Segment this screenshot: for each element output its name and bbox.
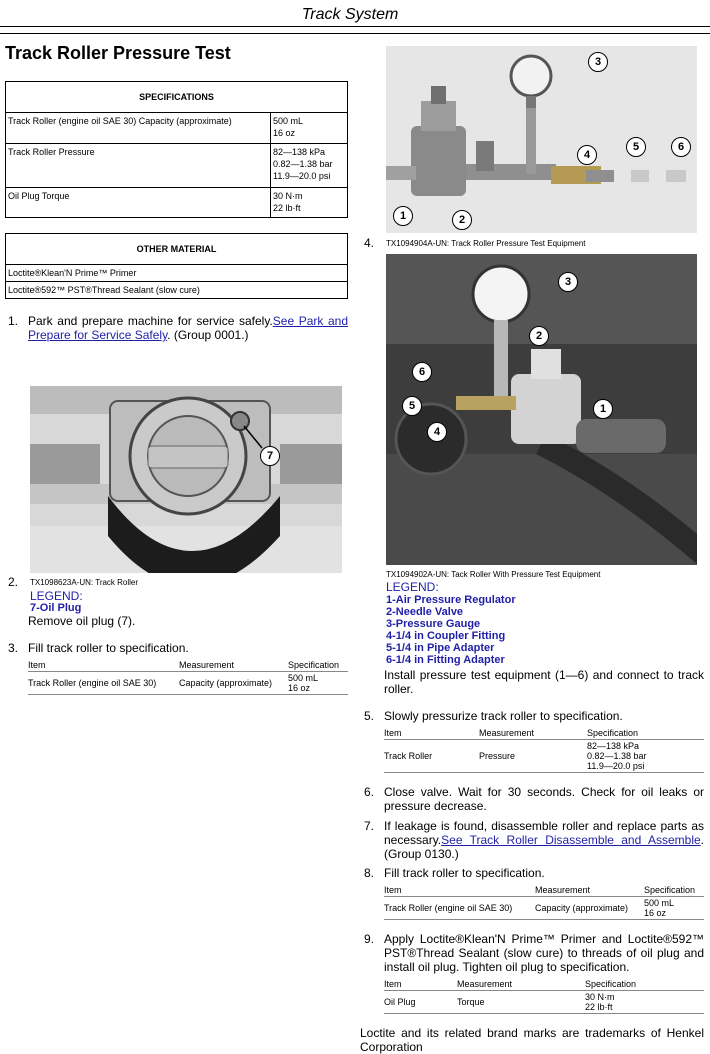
spec-table-step-8: Item Measurement Specification Track Roller (engine oil SAE 30) Capacity (approximate) 500 mL 16 oz bbox=[384, 885, 704, 920]
spec-item: Oil Plug Torque bbox=[6, 188, 271, 218]
park-prepare-link[interactable]: See Park and Prepare for Service Safely bbox=[28, 314, 348, 342]
step-9: 9. Apply Loctite®Klean'N Prime™ Primer and Loctite®592™ PST®Thread Sealant (slow cure) to threads of oil plug and install oil plug. Tighten oil plug to specification. bbox=[364, 932, 704, 974]
spec-value: 500 mL 16 oz bbox=[271, 113, 348, 144]
step-8: 8. Fill track roller to specification. bbox=[364, 866, 545, 880]
figure-caption: TX1094902A-UN: Tack Roller With Pressure Test Equipment bbox=[386, 570, 601, 579]
disassemble-assemble-link[interactable]: See Track Roller Disassemble and Assemble bbox=[441, 833, 701, 847]
spec-value: 30 N·m 22 lb·ft bbox=[271, 188, 348, 218]
header-rule-2 bbox=[0, 33, 710, 34]
step-3: 3. Fill track roller to specification. bbox=[8, 641, 189, 655]
roller-with-equipment-image bbox=[386, 254, 697, 565]
callout-6: 6 bbox=[412, 362, 432, 382]
step-7: 7. If leakage is found, disassemble roller and replace parts as necessary.See Track Roller Disassemble and Assemble. (Group 0130.) bbox=[364, 819, 704, 861]
callout-1: 1 bbox=[593, 399, 613, 419]
trademark-note: Loctite and its related brand marks are trademarks of Henkel Corporation bbox=[360, 1026, 704, 1054]
callout-1: 1 bbox=[393, 206, 413, 226]
callout-4: 4 bbox=[427, 422, 447, 442]
callout-4: 4 bbox=[577, 145, 597, 165]
specifications-table bbox=[5, 81, 348, 218]
callout-5: 5 bbox=[402, 396, 422, 416]
legend-item: 7-Oil Plug bbox=[30, 602, 82, 614]
material-item: Loctite®592™ PST®Thread Sealant (slow cure) bbox=[6, 282, 348, 299]
material-item: Loctite®Klean'N Prime™ Primer bbox=[6, 265, 348, 282]
section-header: Track System bbox=[301, 6, 399, 23]
step-5: 5. Slowly pressurize track roller to specification. bbox=[364, 709, 623, 723]
step-2-text: Remove oil plug (7). bbox=[28, 614, 136, 628]
spec-item: Track Roller (engine oil SAE 30) Capacity (approximate) bbox=[6, 113, 271, 144]
figure-caption: TX1094904A-UN: Track Roller Pressure Test Equipment bbox=[386, 239, 586, 248]
other-material-heading: OTHER MATERIAL bbox=[6, 234, 348, 265]
callout-2: 2 bbox=[452, 210, 472, 230]
callout-3: 3 bbox=[588, 52, 608, 72]
legend-heading: LEGEND: bbox=[30, 589, 83, 603]
spec-value: 82—138 kPa 0.82—1.38 bar 11.9—20.0 psi bbox=[271, 144, 348, 188]
legend-heading: LEGEND: bbox=[386, 580, 439, 594]
figure-caption: TX1098623A-UN: Track Roller bbox=[30, 578, 139, 587]
legend-item: 4-1/4 in Coupler Fitting bbox=[386, 630, 506, 642]
spec-table-step-5: Item Measurement Specification Track Roller Pressure 82—138 kPa 0.82—1.38 bar 11.9—20.0 psi bbox=[384, 728, 704, 773]
callout-5: 5 bbox=[626, 137, 646, 157]
callout-3: 3 bbox=[558, 272, 578, 292]
spec-item: Track Roller Pressure bbox=[6, 144, 271, 188]
other-material-table bbox=[5, 233, 348, 299]
legend-item: 2-Needle Valve bbox=[386, 606, 464, 618]
legend-item: 6-1/4 in Fitting Adapter bbox=[386, 654, 505, 666]
callout-6: 6 bbox=[671, 137, 691, 157]
spec-table-step-3: Item Measurement Specification Track Roller (engine oil SAE 30) Capacity (approximate) 500 mL 16 oz bbox=[28, 660, 348, 695]
step-1: 1. Park and prepare machine for service safely.See Park and Prepare for Service Safely. (Group 0001.) bbox=[8, 314, 348, 342]
legend-item: 3-Pressure Gauge bbox=[386, 618, 481, 630]
specifications-heading: SPECIFICATIONS bbox=[6, 82, 348, 113]
step-4-number: 4. bbox=[364, 236, 375, 250]
pressure-test-equipment-image bbox=[386, 46, 697, 233]
step-6: 6. Close valve. Wait for 30 seconds. Check for oil leaks or pressure decrease. bbox=[364, 785, 704, 813]
step-2-number: 2. bbox=[8, 575, 19, 589]
callout-2: 2 bbox=[529, 326, 549, 346]
callout-7: 7 bbox=[260, 446, 280, 466]
step-4-text: Install pressure test equipment (1—6) and connect to track roller. bbox=[384, 668, 704, 696]
header-rule bbox=[0, 26, 710, 27]
spec-table-step-9: Item Measurement Specification Oil Plug Torque 30 N·m 22 lb·ft bbox=[384, 979, 704, 1014]
page-title: Track Roller Pressure Test bbox=[5, 43, 231, 63]
legend-item: 5-1/4 in Pipe Adapter bbox=[386, 642, 495, 654]
track-roller-image bbox=[30, 386, 342, 573]
legend-item: 1-Air Pressure Regulator bbox=[386, 594, 516, 606]
